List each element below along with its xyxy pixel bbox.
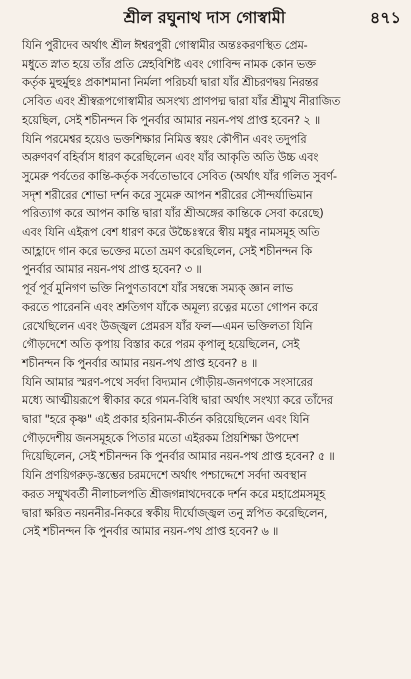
text-line: দিয়েছিলেন, সেই শচীনন্দন কি পুনর্বার আমার নয়ন-পথ প্রাপ্ত হবেন? ৫ ॥ — [22, 449, 335, 464]
text-line: মধুতে স্নাত হয়ে তাঁর প্রতি স্নেহবিশিষ্ট এবং গোবিন্দ নামক কোন ভক্ত — [22, 56, 316, 71]
text-line: কর্তৃক মুহুর্মুহুঃ প্রকাশমানা নির্মলা পরিচর্যা দ্বারা যাঁর শ্রীচরণদ্বয় নিরন্তর — [22, 75, 319, 90]
text-line: এবং যিনি এইরূপ বেশ ধারণ করে উচ্চৈঃস্বরে স্বীয় মধুর নামসমূহ অতি — [22, 225, 320, 240]
text-line: অরুণবর্ণ বহির্বাস ধারণ করেছিলেন এবং যাঁর আকৃতি অতি উচ্চ এবং — [22, 150, 319, 165]
text-line: যিনি প্রণয়িগরুড়-স্তম্ভের চরমদেশে অর্থাৎ পশ্চাদ্দেশে সর্বদা অবস্থান — [22, 468, 307, 483]
text-line: শচীনন্দন কি পুনর্বার আমার নয়ন-পথ প্রাপ্ত হবেন? ৪ ॥ — [22, 355, 258, 370]
text-line: সেই শচীনন্দন কি পুনর্বার আমার নয়ন-পথ প্রাপ্ত হবেন? ৬ ॥ — [22, 524, 279, 539]
paragraph-4 — [8, 373, 402, 467]
text-line: রেখেছিলেন এবং উজ্জ্বল প্রেমরস যাঁর ফল—এমন ভক্তিলতা যিনি — [22, 318, 313, 333]
text-line: পূর্ব পূর্ব মুনিগণ ভক্তি নিপুণতাবশে যাঁর সম্বন্ধে সম্যক্ জ্ঞান লাভ — [22, 281, 293, 296]
page-body — [8, 36, 402, 541]
paragraph-5 — [8, 466, 402, 541]
page-number: ৪৭১ — [369, 8, 401, 27]
text-line: আহ্লাদে গান করে ভক্তের মতো ভ্রমণ করেছিলেন, সেই শচীনন্দন কি — [22, 243, 312, 258]
text-line: করত সম্মুখবর্তী নীলাচলপতি শ্রীজগন্নাথদেবকে দর্শন করে মহাপ্রেমসমূহ — [22, 486, 326, 501]
paragraph-3 — [8, 279, 402, 373]
text-line: গৌড়দেশে অতি কৃপায় বিস্তার করে পরম কৃপালু হয়েছিলেন, সেই — [22, 337, 300, 352]
text-line: সদৃশ শরীরের শোভা দর্শন করে সুমেরু আপন শরীরের সৌন্দর্যাভিমান — [22, 187, 313, 202]
text-line: দ্বারা ক্ষরিত নয়ননীর-নিকরে স্বকীয় দীর্ঘোজ্জ্বল তনু স্নপিত করেছিলেন, — [22, 505, 328, 520]
text-line: সুমেরু পর্বতের কান্তি-কর্তৃক সর্বতোভাবে সেবিত (অর্থাৎ যাঁর গলিত সুবর্ণ- — [22, 168, 337, 183]
text-line: করতে পারেননি এবং শ্রুতিগণ যাঁকে অমূল্য রত্নের মতো গোপন করে — [22, 299, 318, 314]
running-title: শ্রীল রঘুনাথ দাস গোস্বামী — [123, 8, 286, 27]
text-line: হয়েছিল, সেই শচীনন্দন কি পুনর্বার আমার নয়ন-পথ প্রাপ্ত হবেন? ২ ॥ — [22, 112, 320, 127]
text-line: যিনি পুরীদেব অর্থাৎ শ্রীল ঈশ্বরপুরী গোস্বামীর অন্তঃকরণস্থিত প্রেম- — [22, 38, 308, 52]
paragraph-2 — [8, 130, 402, 280]
text-line: যিনি আমার স্মরণ-পথে সর্বদা বিদ্যমান গৌড়ীয়-জনগণকে সংসারের — [22, 374, 313, 389]
text-line: গৌড়দেশীয় জনসমূহকে পিতার মতো এইরকম প্রিয়শিক্ষা উপদেশ — [22, 430, 299, 445]
text-line: দ্বারা "হরে কৃষ্ণ" এই প্রকার হরিনাম-কীর্তন করিয়েছিলেন এবং যিনি — [22, 412, 310, 427]
text-line: পরিত্যাগ করে আপন কান্তি দ্বারা যাঁর শ্রীঅঙ্গের কান্তিকে সেবা করেছে) — [22, 206, 324, 221]
text-line: যিনি পরমেশ্বর হয়েও ভক্তশিক্ষার নিমিত্ত স্বয়ং কৌপীন এবং তদুপরি — [22, 131, 307, 146]
text-line: সেবিত এবং শ্রীস্বরূপগোস্বামীর অসংখ্য প্রাণপদ্ম দ্বারা যাঁর শ্রীমুখ নীরাজিত — [22, 94, 341, 109]
text-line: পুনর্বার আমার নয়ন-পথ প্রাপ্ত হবেন? ৩ ॥ — [22, 262, 202, 277]
page-header — [8, 6, 401, 32]
paragraph-1 — [8, 36, 402, 130]
text-line: মধ্যে আত্মীয়রূপে স্বীকার করে গমন-বিধি দ্বারা অর্থাৎ সংখ্যা করে তাঁদের — [22, 393, 333, 408]
